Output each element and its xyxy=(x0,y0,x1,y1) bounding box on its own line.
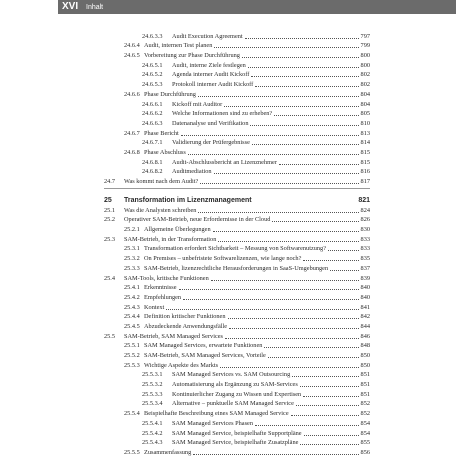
toc-entry-title: Kickoff mit Auditor xyxy=(172,100,223,108)
toc-entry-title: Alternative – punktuelle SAM Managed Service xyxy=(172,400,294,408)
toc-entry-number: 25.4.3 xyxy=(124,303,140,311)
toc-entry-number: 24.6.5.3 xyxy=(142,81,163,89)
toc-entry-number: 24.6.6.2 xyxy=(142,110,163,118)
toc-entry-page: 813 xyxy=(360,129,370,137)
toc-leader-dots xyxy=(183,293,358,300)
toc-entry-page: 833 xyxy=(360,235,370,243)
toc-entry-title: SAM-Tools, kritische Funktionen xyxy=(124,274,209,282)
toc-entry[interactable] xyxy=(104,99,370,109)
toc-entry-title: Transformation erfordert Sichtbarkeit – Messung von Softwarenutzung? xyxy=(144,245,326,253)
toc-entry-number: 25.5 xyxy=(104,332,116,340)
toc-entry-page: 839 xyxy=(360,274,370,282)
page-header xyxy=(0,0,456,15)
toc-entry-page: 815 xyxy=(360,148,370,156)
toc-entry-page: 797 xyxy=(360,32,370,40)
toc-entry[interactable] xyxy=(104,167,370,177)
toc-entry-title: Allgemeine Überlegungen xyxy=(144,226,211,234)
toc-entry[interactable] xyxy=(104,263,370,273)
toc-leader-dots xyxy=(214,41,358,48)
toc-entry-number: 25.4.4 xyxy=(124,313,140,321)
toc-leader-dots xyxy=(300,380,359,387)
toc-entry-number: 24.6.6.1 xyxy=(142,100,163,108)
toc-entry-number: 24.6.8.2 xyxy=(142,168,163,176)
toc-leader-dots xyxy=(198,206,358,213)
toc-entry[interactable] xyxy=(104,41,370,51)
toc-entry-title: Audit, interne Ziele festlegen xyxy=(172,61,246,69)
toc-leader-dots xyxy=(198,90,359,97)
toc-entry-title: Audit-Abschlussbericht an Lizenznehmer xyxy=(172,158,277,166)
toc-entry-page: 842 xyxy=(360,313,370,321)
toc-entry[interactable] xyxy=(104,370,370,380)
toc-entry[interactable] xyxy=(104,109,370,119)
toc-entry-page: 851 xyxy=(360,381,370,389)
toc-entry-title: Zusammenfassung xyxy=(144,448,192,456)
toc-entry[interactable] xyxy=(104,244,370,254)
toc-entry-page: 826 xyxy=(360,216,370,224)
toc-leader-dots xyxy=(229,322,358,329)
toc-entry-number: 25.3.2 xyxy=(124,255,140,263)
toc-entry-page: 844 xyxy=(360,322,370,330)
toc-leader-dots xyxy=(166,303,358,310)
toc-entry-number: 25.5.4.2 xyxy=(142,429,163,437)
toc-entry-number: 25 xyxy=(104,197,112,204)
toc-entry-title: Phase Abschluss xyxy=(144,148,186,156)
toc-entry-title: Automatisierung als Ergänzung zu SAM-Services xyxy=(172,381,298,389)
toc-entry-number: 24.6.5.1 xyxy=(142,61,163,69)
toc-leader-dots xyxy=(328,244,359,251)
toc-entry[interactable] xyxy=(104,379,370,389)
toc-entry-title: SAM-Betrieb, lizenzrechtliche Herausforderungen in SaaS-Umgebungen xyxy=(144,264,329,272)
toc-entry[interactable] xyxy=(104,428,370,438)
toc-entry-page: 817 xyxy=(360,178,370,185)
toc-entry-title: SAM Managed Services, erwartete Funktionen xyxy=(144,342,263,350)
toc-entry-title: SAM Managed Services vs. SAM Outsourcing xyxy=(172,371,291,379)
toc-entry-page: 846 xyxy=(360,332,370,340)
toc-entry-number: 24.6.7.1 xyxy=(142,139,163,147)
toc-entry[interactable] xyxy=(104,292,370,302)
toc-leader-dots xyxy=(228,312,359,319)
toc-leader-dots xyxy=(255,419,359,426)
toc-entry-number: 25.5.3.3 xyxy=(142,390,163,398)
toc-entry-page: 802 xyxy=(360,71,370,79)
toc-entry[interactable] xyxy=(104,118,370,128)
toc-leader-dots xyxy=(245,32,359,39)
toc-entry-page: 821 xyxy=(358,197,370,204)
toc-leader-dots xyxy=(248,61,359,68)
toc-entry-title: SAM Managed Service, beispielhafte Zusatzpläne xyxy=(172,439,299,447)
toc-entry[interactable] xyxy=(104,312,370,322)
toc-entry-number: 25.5.4.3 xyxy=(142,439,163,447)
toc-leader-dots xyxy=(252,138,359,145)
toc-entry-number: 25.4.5 xyxy=(124,322,140,330)
toc-entry-number: 24.6.8.1 xyxy=(142,158,163,166)
toc-entry[interactable] xyxy=(104,253,370,263)
toc-entry-title: Kontinuierlicher Zugang zu Wissen und Expertisen xyxy=(172,390,302,398)
toc-entry[interactable] xyxy=(104,418,370,428)
toc-entry-title: Transformation im Lizenzmanagement xyxy=(124,197,252,204)
toc-leader-dots xyxy=(304,429,359,436)
toc-entry-page: 851 xyxy=(360,371,370,379)
chapter-separator xyxy=(104,188,370,189)
toc-entry-page: 851 xyxy=(360,390,370,398)
toc-entry-number: 25.3.1 xyxy=(124,245,140,253)
toc-entry-page: 814 xyxy=(360,139,370,147)
toc-entry[interactable] xyxy=(104,147,370,157)
toc-entry-title: Beispielhafte Beschreibung eines SAM Managed Service xyxy=(144,410,289,418)
toc-entry-page: 856 xyxy=(360,448,370,456)
toc-leader-dots xyxy=(330,264,358,271)
toc-entry-page: 835 xyxy=(360,255,370,263)
toc-leader-dots xyxy=(211,274,359,281)
toc-entry-page: 855 xyxy=(360,439,370,447)
toc-entry[interactable] xyxy=(104,31,370,41)
toc-entry-number: 25.5.5 xyxy=(124,448,140,456)
toc-leader-dots xyxy=(250,119,358,126)
toc-entry-number: 24.6.7 xyxy=(124,129,140,137)
toc-entry-number: 25.5.3.2 xyxy=(142,381,163,389)
toc-entry-page: 830 xyxy=(360,226,370,234)
toc-entry-title: SAM-Betrieb, SAM Managed Services xyxy=(124,332,223,340)
toc-entry-page: 804 xyxy=(360,90,370,98)
toc-entry[interactable] xyxy=(104,341,370,351)
toc-entry-title: Was die Analysten schreiben xyxy=(124,206,197,214)
toc-entry-number: 25.3 xyxy=(104,235,116,243)
toc-entry[interactable] xyxy=(104,234,370,244)
toc-entry-number: 24.6.5 xyxy=(124,52,140,60)
toc-entry[interactable] xyxy=(104,321,370,331)
toc-entry-page: 850 xyxy=(360,361,370,369)
toc-entry[interactable] xyxy=(104,273,370,283)
toc-entry-number: 25.5.3.1 xyxy=(142,371,163,379)
toc-entry-title: Welche Informationen sind zu erheben? xyxy=(172,110,273,118)
toc-leader-dots xyxy=(274,109,358,116)
toc-entry-title: Agenda interner Audit Kickoff xyxy=(172,71,250,79)
toc-entry-number: 25.5.1 xyxy=(124,342,140,350)
toc-leader-dots xyxy=(220,361,358,368)
toc-entry-number: 25.4 xyxy=(104,274,116,282)
toc-entry-title: On Premises – unbefristete Softwarelizenzen, wie lange noch? xyxy=(144,255,302,263)
toc-entry-number: 25.2 xyxy=(104,216,116,224)
toc-leader-dots xyxy=(296,399,359,406)
toc-entry-title: Datenanalyse und Verifikation xyxy=(172,119,249,127)
header-bar xyxy=(58,0,456,14)
toc-entry-page: 854 xyxy=(360,429,370,437)
toc-entry-number: 24.6.4 xyxy=(124,42,140,50)
toc-entry[interactable] xyxy=(104,157,370,167)
toc-entry-title: Erkenntnisse xyxy=(144,284,177,292)
toc-entry-page: 804 xyxy=(360,100,370,108)
toc-entry-title: Operativer SAM-Betrieb, neue Erfordernisse in der Cloud xyxy=(124,216,271,224)
toc-entry-page: 841 xyxy=(360,303,370,311)
toc-entry-number: 25.1 xyxy=(104,206,116,214)
toc-entry-number: 24.6.8 xyxy=(124,148,140,156)
toc-leader-dots xyxy=(213,225,359,232)
toc-leader-dots xyxy=(242,51,359,58)
toc-leader-dots xyxy=(292,370,358,377)
toc-entry-title: SAM Managed Service, beispielhafte Supportpläne xyxy=(172,429,302,437)
toc-leader-dots xyxy=(255,80,358,87)
toc-leader-dots xyxy=(188,148,359,155)
toc-leader-dots xyxy=(218,235,358,242)
toc-entry-page: 840 xyxy=(360,284,370,292)
toc-entry-title: Empfehlungen xyxy=(144,293,182,301)
toc-entry-title: Audit, internen Test planen xyxy=(144,42,213,50)
toc-entry-title: Kontext xyxy=(144,303,165,311)
toc-entry-title: Validierung der Prüfergebnisse xyxy=(172,139,250,147)
toc-entry-number: 25.4.2 xyxy=(124,293,140,301)
toc-entry-number: 25.2.1 xyxy=(124,226,140,234)
toc-entry[interactable] xyxy=(104,205,370,215)
toc-leader-dots xyxy=(300,438,358,445)
toc-entry[interactable] xyxy=(104,350,370,360)
header-section-title: Inhalt xyxy=(86,4,104,11)
toc-entry-page: 848 xyxy=(360,342,370,350)
page-number: XVI xyxy=(62,1,79,12)
toc-entry-page: 802 xyxy=(360,81,370,89)
toc-entry[interactable] xyxy=(104,224,370,234)
toc-entry-title: Protokoll interner Audit Kickoff xyxy=(172,81,254,89)
toc-entry[interactable] xyxy=(104,408,370,418)
toc-entry[interactable] xyxy=(104,191,370,205)
table-of-contents xyxy=(104,31,370,457)
toc-entry-number: 24.6.6.3 xyxy=(142,119,163,127)
toc-entry-page: 816 xyxy=(360,168,370,176)
toc-entry[interactable] xyxy=(104,60,370,70)
toc-entry-page: 800 xyxy=(360,52,370,60)
toc-entry-number: 24.6.6 xyxy=(124,90,140,98)
toc-entry[interactable] xyxy=(104,128,370,138)
toc-entry[interactable] xyxy=(104,50,370,60)
toc-entry-page: 837 xyxy=(360,264,370,272)
toc-entry-number: 25.5.4 xyxy=(124,410,140,418)
toc-entry-title: Auditmediation xyxy=(172,168,212,176)
toc-entry-number: 25.5.4.1 xyxy=(142,419,163,427)
toc-leader-dots xyxy=(303,254,358,261)
toc-entry[interactable] xyxy=(104,331,370,341)
toc-entry-page: 824 xyxy=(360,206,370,214)
toc-leader-dots xyxy=(264,341,358,348)
toc-entry-title: SAM-Betrieb, SAM Managed Services, Vorteile xyxy=(144,352,266,359)
toc-entry[interactable] xyxy=(104,399,370,409)
toc-entry-page: 850 xyxy=(360,352,370,359)
toc-entry-page: 805 xyxy=(360,110,370,118)
toc-entry-number: 24.7 xyxy=(104,178,116,185)
toc-leader-dots xyxy=(193,448,358,455)
toc-entry-title: Phase Bericht xyxy=(144,129,179,137)
toc-entry[interactable] xyxy=(104,360,370,370)
toc-entry-title: Definition kritischer Funktionen xyxy=(144,313,226,321)
toc-entry-title: Audit Execution Agreement xyxy=(172,32,243,40)
toc-leader-dots xyxy=(225,332,359,339)
toc-entry[interactable] xyxy=(104,79,370,89)
toc-entry-title: Was kommt nach dem Audit? xyxy=(124,178,199,185)
toc-entry-number: 25.5.2 xyxy=(124,352,140,359)
toc-entry-page: 833 xyxy=(360,245,370,253)
toc-leader-dots xyxy=(181,129,359,136)
toc-leader-dots xyxy=(179,283,359,290)
toc-entry-number: 25.5.3.4 xyxy=(142,400,163,408)
toc-leader-dots xyxy=(224,100,358,107)
toc-entry-page: 800 xyxy=(360,61,370,69)
toc-entry[interactable] xyxy=(104,447,370,457)
toc-entry-page: 815 xyxy=(360,158,370,166)
toc-entry[interactable] xyxy=(104,70,370,80)
toc-entry[interactable] xyxy=(104,389,370,399)
toc-entry-page: 854 xyxy=(360,419,370,427)
toc-entry[interactable] xyxy=(104,176,370,186)
toc-entry-title: SAM Managed Services Phasen xyxy=(172,419,253,427)
toc-leader-dots xyxy=(200,177,358,184)
toc-entry-title: Vorbereitung zur Phase Durchführung xyxy=(144,52,240,60)
toc-leader-dots xyxy=(291,409,359,416)
toc-leader-dots xyxy=(214,167,359,174)
toc-entry-number: 25.3.3 xyxy=(124,264,140,272)
toc-entry[interactable] xyxy=(104,438,370,448)
toc-entry-title: Abzudeckende Anwendungsfälle xyxy=(144,322,228,330)
toc-entry-number: 25.4.1 xyxy=(124,284,140,292)
toc-leader-dots xyxy=(279,158,359,165)
toc-entry-number: 25.5.3 xyxy=(124,361,140,369)
toc-entry-title: Phase Durchführung xyxy=(144,90,196,98)
toc-entry-title: SAM-Betrieb, in der Transformation xyxy=(124,235,217,243)
toc-entry-page: 810 xyxy=(360,119,370,127)
toc-entry-page: 852 xyxy=(360,410,370,418)
toc-entry[interactable] xyxy=(104,215,370,225)
toc-leader-dots xyxy=(303,390,358,397)
toc-entry[interactable] xyxy=(104,302,370,312)
toc-entry-number: 24.6.3.3 xyxy=(142,32,163,40)
toc-leader-dots xyxy=(272,215,358,222)
toc-entry[interactable] xyxy=(104,89,370,99)
toc-entry-number: 24.6.5.2 xyxy=(142,71,163,79)
toc-entry-page: 799 xyxy=(360,42,370,50)
toc-entry-page: 852 xyxy=(360,400,370,408)
toc-leader-dots xyxy=(254,197,357,203)
toc-leader-dots xyxy=(251,70,358,77)
toc-entry[interactable] xyxy=(104,283,370,293)
toc-entry[interactable] xyxy=(104,138,370,148)
toc-entry-page: 840 xyxy=(360,293,370,301)
toc-leader-dots xyxy=(268,351,359,358)
toc-entry-title: Wichtige Aspekte des Markts xyxy=(144,361,219,369)
